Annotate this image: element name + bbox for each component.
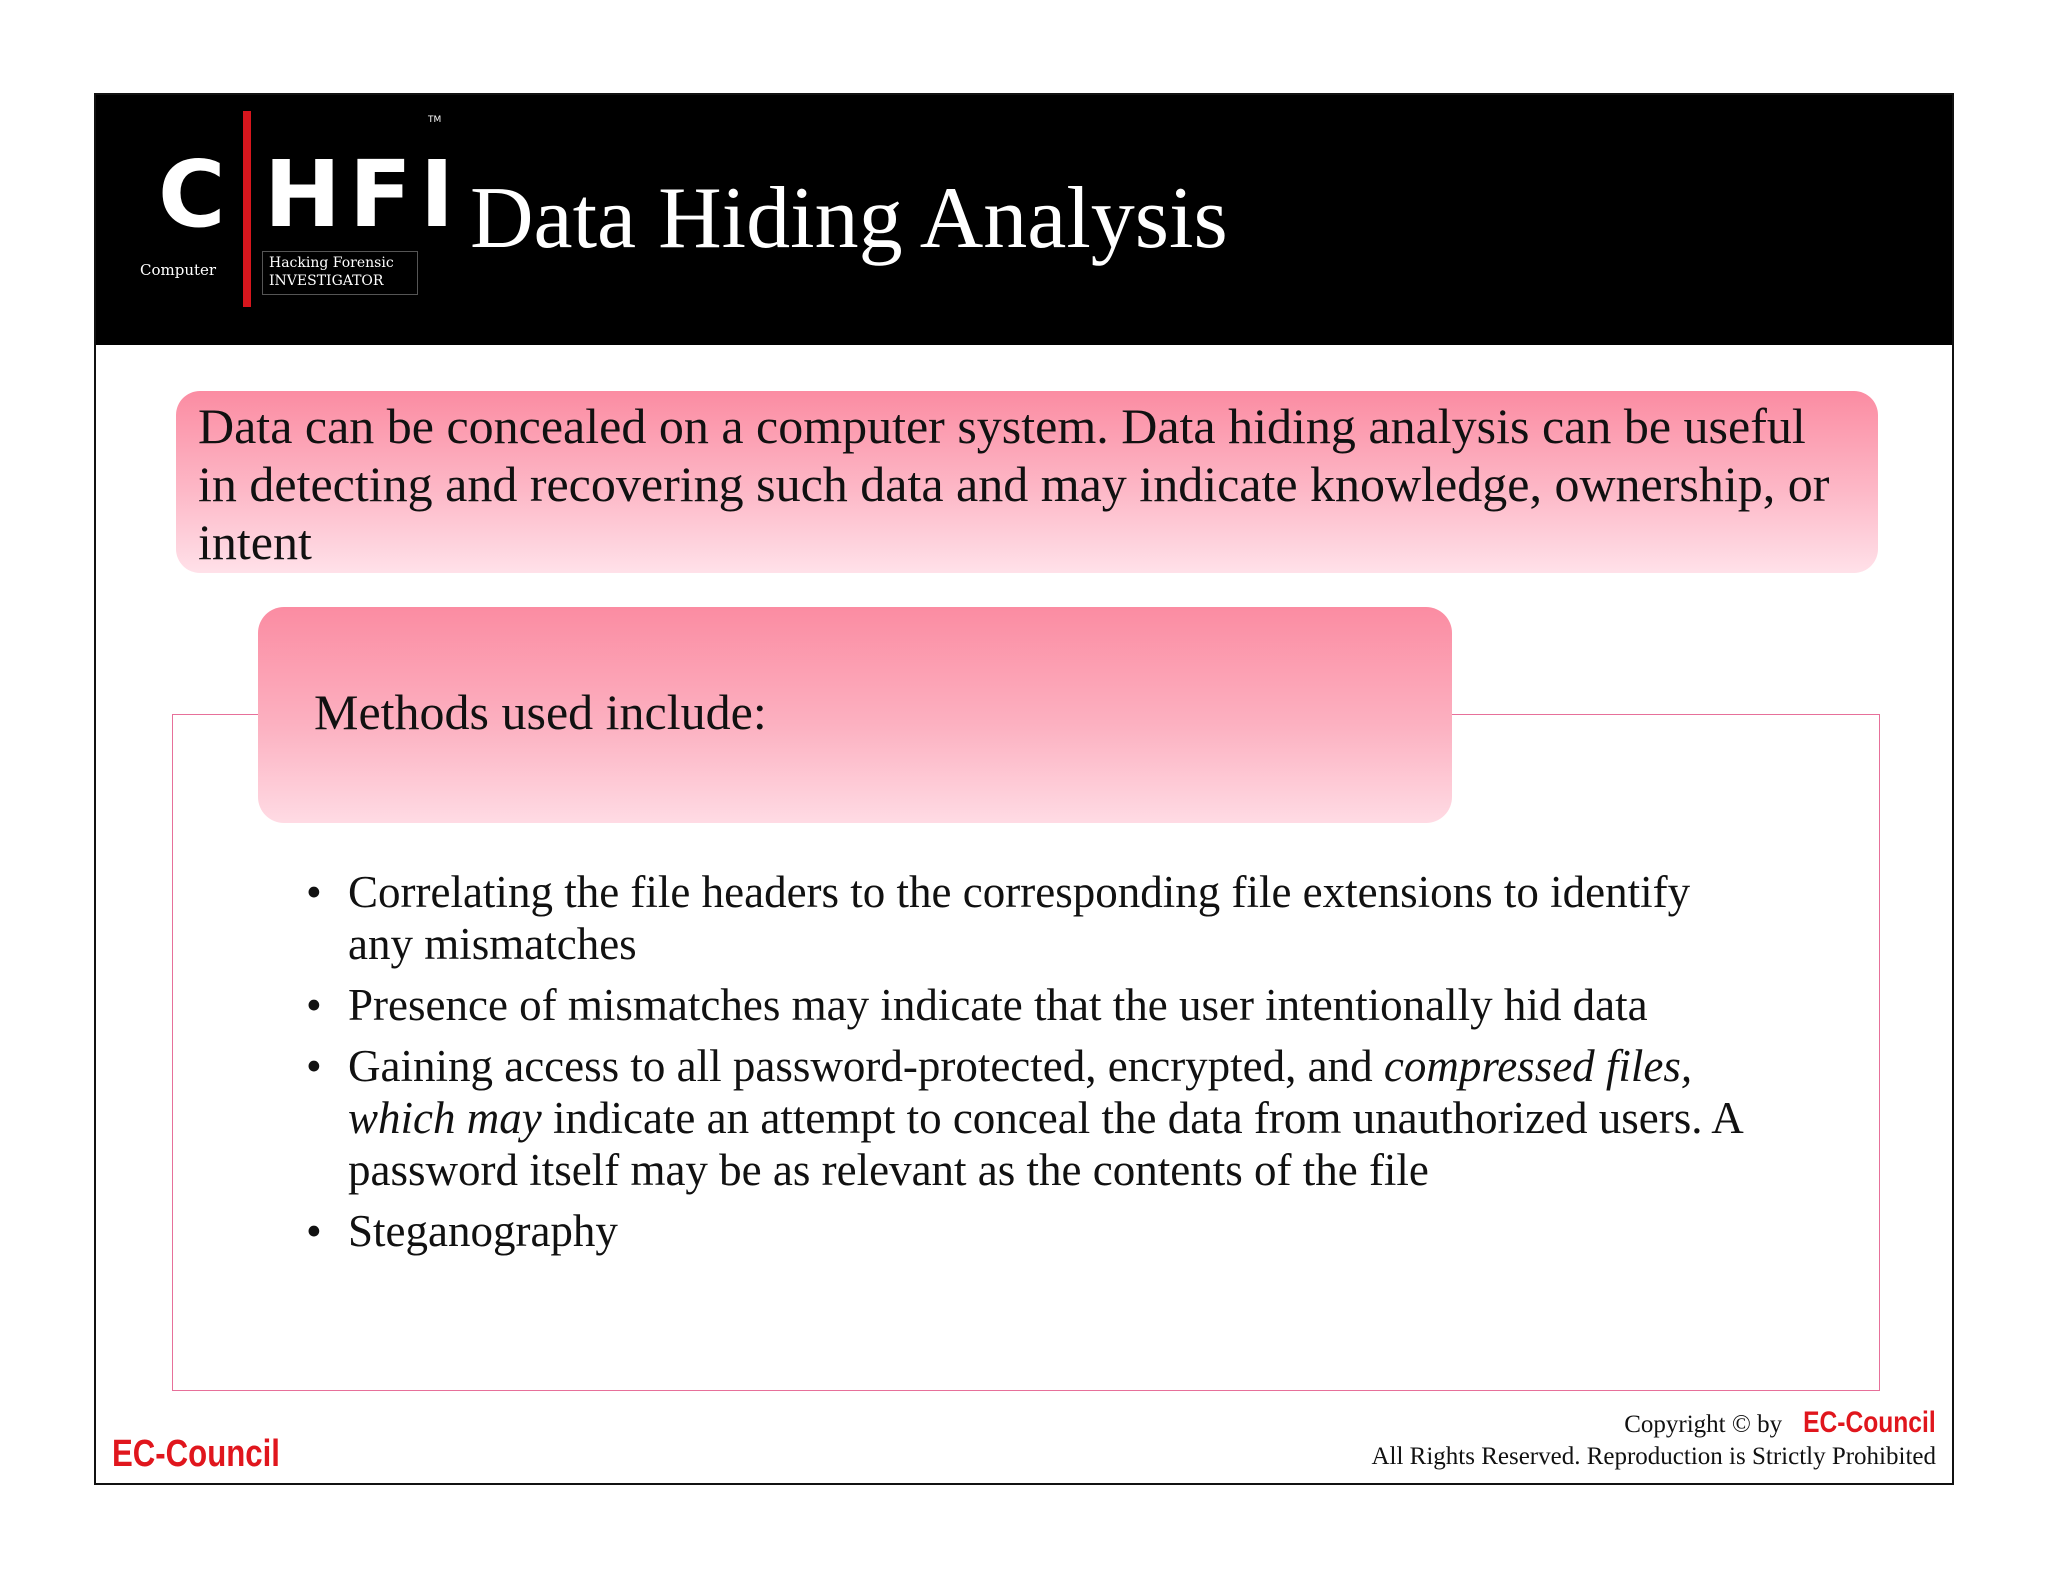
logo-computer-label: Computer	[140, 261, 217, 279]
slide-title: Data Hiding Analysis	[470, 170, 1228, 267]
methods-list	[296, 866, 1756, 1266]
copyright-line	[1371, 1407, 1936, 1441]
methods-heading-box	[258, 607, 1452, 823]
logo-letters-hfi: HFI	[264, 141, 463, 248]
list-item-text-after: indicate an attempt to conceal the data from unauthorized users. A password itself may be as relevant as the contents of the file	[348, 1093, 1742, 1195]
logo-letter-c: C	[158, 141, 228, 248]
bullet-icon: •	[306, 980, 322, 1030]
copyright-brand: EC-Council	[1803, 1406, 1936, 1439]
methods-heading: Methods used include:	[314, 684, 767, 740]
bullet-icon: •	[306, 1041, 322, 1091]
intro-text: Data can be concealed on a computer system. Data hiding analysis can be useful in detecting and recovering such data and may indicate knowledge, ownership, or intent	[198, 398, 1830, 570]
bullet-icon: •	[306, 1206, 322, 1256]
copyright-notice	[1371, 1407, 1936, 1473]
slide	[94, 93, 1954, 1485]
logo-red-bar	[243, 111, 251, 307]
ec-council-logo: EC-Council	[112, 1433, 280, 1475]
list-item-text: Steganography	[348, 1206, 618, 1256]
list-item	[296, 979, 1756, 1031]
rights-line: All Rights Reserved. Reproduction is Strictly Prohibited	[1371, 1443, 1936, 1470]
list-item-text: Presence of mismatches may indicate that the user intentionally hid data	[348, 980, 1648, 1030]
list-item-text: Correlating the file headers to the corresponding file extensions to identify any mismatches	[348, 867, 1691, 969]
intro-callout	[176, 391, 1878, 573]
list-item-text-italic: compressed files, which may	[348, 1041, 1693, 1143]
list-item	[296, 1205, 1756, 1257]
logo-subtitle-line1: Hacking Forensic	[269, 255, 394, 271]
logo-trademark: TM	[428, 115, 442, 125]
bullet-icon: •	[306, 867, 322, 917]
chfi-logo	[136, 111, 463, 311]
header-bar	[96, 95, 1952, 345]
copyright-prefix: Copyright © by	[1624, 1411, 1789, 1438]
list-item	[296, 866, 1756, 970]
logo-subtitle-line2: INVESTIGATOR	[269, 273, 384, 289]
list-item-text-before: Gaining access to all password-protected, encrypted, and	[348, 1041, 1384, 1091]
list-item	[296, 1040, 1756, 1196]
logo-subtitle	[262, 251, 418, 295]
